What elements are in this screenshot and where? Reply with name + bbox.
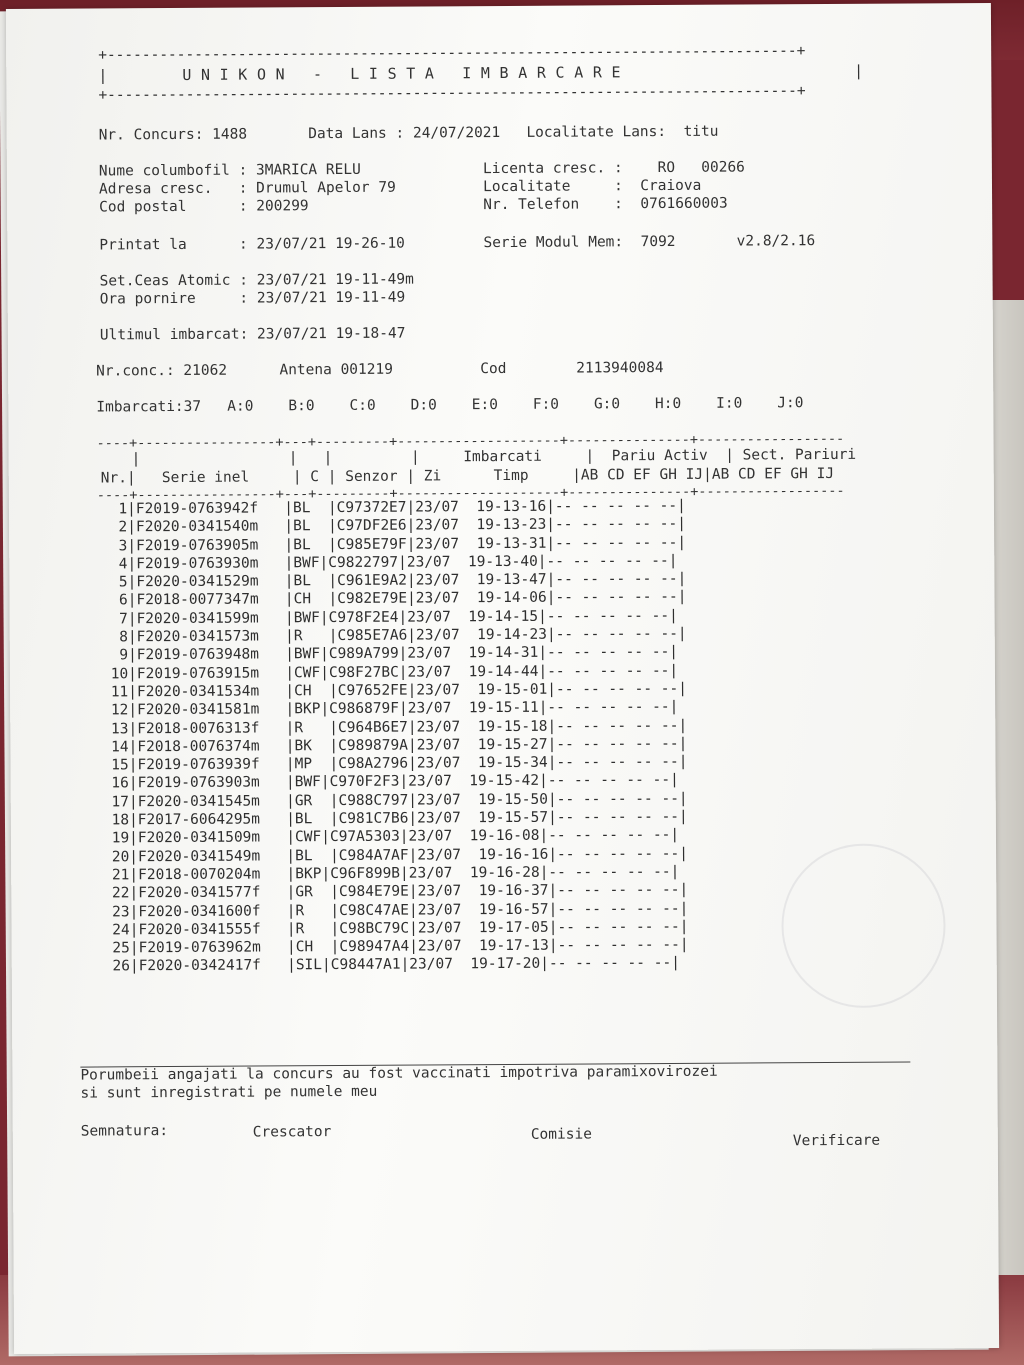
crescator-label: Crescator (252, 1124, 332, 1141)
table-header-row-1: | | | | Imbarcati | Pariu Activ | Sect. Pariuri (96, 446, 857, 468)
verificare-label: Verificare (792, 1132, 881, 1150)
cod-postal-line: Cod postal : 200299 Nr. Telefon : 0761660003 (99, 195, 728, 216)
document-page (6, 3, 999, 1354)
table-row: 6|F2018-0077347m |CH |C982E79E|23/07 19-14-06|-- -- -- -- --| (101, 589, 687, 609)
table-row: 26|F2020-0342417f |SIL|C98447A1|23/07 19-17-20|-- -- -- -- --| (103, 955, 680, 975)
table-row: 9|F2019-0763948m |BWF|C989A799|23/07 19-14-31|-- -- -- -- --| (101, 644, 679, 664)
table-row: 22|F2020-0341577f |GR |C984E79E|23/07 19-16-37|-- -- -- -- --| (103, 882, 689, 902)
boarding-table-body (101, 497, 689, 976)
faint-stamp (781, 843, 946, 1008)
table-row: 10|F2019-0763915m |CWF|C98F27BC|23/07 19-14-44|-- -- -- -- --| (101, 662, 679, 683)
table-row: 15|F2019-0763939f |MP |C98A2796|23/07 19-15-34|-- -- -- -- --| (102, 754, 688, 774)
table-row: 24|F2020-0341555f |R |C98BC79C|23/07 19-17-05|-- -- -- -- --| (103, 918, 689, 939)
header-border-bottom: +-------------------------------------------------------------------------------+ (98, 83, 806, 104)
table-row: 12|F2020-0341581m |BKP|C986879F|23/07 19-15-11|-- -- -- -- --| (102, 699, 679, 719)
table-row: 3|F2019-0763905m |BL |C985E79F|23/07 19-13-31|-- -- -- -- --| (101, 534, 687, 555)
table-separator-top: ----+-----------------+---+---------+--------------------+---------------+------------------ (96, 430, 845, 452)
ora-pornire-line: Ora pornire : 23/07/21 19-11-49 (99, 289, 406, 308)
table-row: 14|F2018-0076374m |BK |C989879A|23/07 19-15-27|-- -- -- -- --| (102, 735, 688, 756)
table-row: 18|F2017-6064295m |BL |C981C7B6|23/07 19-15-57|-- -- -- -- --| (102, 808, 688, 829)
table-separator-mid: ----+-----------------+---+---------+--------------------+---------------+------------------ (96, 482, 845, 504)
table-header-row-2: Nr.| Serie inel | C | Senzor | Zi Timp |AB CD EF GH IJ|AB CD EF GH IJ (100, 465, 835, 487)
table-row: 17|F2020-0341545m |GR |C988C797|23/07 19-15-50|-- -- -- -- --| (102, 790, 688, 811)
table-row: 2|F2020-0341540m |BL |C97DF2E6|23/07 19-13-23|-- -- -- -- --| (101, 516, 687, 536)
table-row: 8|F2020-0341573m |R |C985E7A6|23/07 19-14-23|-- -- -- -- --| (101, 625, 687, 646)
document-title: | U N I K O N - L I S T A I M B A R C A R E | (98, 61, 864, 85)
table-row: 16|F2019-0763903m |BWF|C970F2F3|23/07 19-15-42|-- -- -- -- --| (102, 772, 679, 792)
adresa-line: Adresa cresc. : Drumul Apelor 79 Localitate : Craiova (98, 177, 702, 198)
table-row: 4|F2019-0763930m |BWF|C9822797|23/07 19-13-40|-- -- -- -- --| (101, 552, 678, 573)
declaration-line-2: si sunt inregistrati pe numele meu (80, 1083, 378, 1102)
table-row: 5|F2020-0341529m |BL |C961E9A2|23/07 19-13-47|-- -- -- -- --| (101, 571, 687, 591)
columbofil-line: Nume columbofil : 3MARICA RELU Licenta cresc. : RO 00266 (98, 159, 745, 180)
table-row: 21|F2018-0070204m |BKP|C96F899B|23/07 19-16-28|-- -- -- -- --| (103, 863, 680, 884)
printat-line: Printat la : 23/07/21 19-26-10 Serie Modul Mem: 7092 v2.8/2.16 (99, 233, 816, 254)
table-row: 19|F2020-0341509m |CWF|C97A5303|23/07 19-16-08|-- -- -- -- --| (102, 827, 680, 847)
nr-conc-line: Nr.conc.: 21062 Antena 001219 Cod 2113940084 (96, 360, 664, 380)
declaration-line-1: Porumbeii angajati la concurs au fost vaccinati impotriva paramixovirozei (80, 1063, 718, 1084)
table-row: 13|F2018-0076313f |R |C964B6E7|23/07 19-15-18|-- -- -- -- --| (102, 717, 688, 738)
header-border-top: +-------------------------------------------------------------------------------+ (98, 43, 806, 64)
imbarcati-summary-line: Imbarcati:37 A:0 B:0 C:0 D:0 E:0 F:0 G:0 H:0 I:0 J:0 (96, 395, 804, 416)
table-row: 1|F2019-0763942f |BL |C97372E7|23/07 19-13-16|-- -- -- -- --| (100, 497, 686, 518)
ultimul-imbarcat-line: Ultimul imbarcat: 23/07/21 19-18-47 (99, 325, 406, 344)
table-row: 20|F2020-0341549m |BL |C984A7AF|23/07 19-16-16|-- -- -- -- --| (103, 845, 689, 866)
set-ceas-line: Set.Ceas Atomic : 23/07/21 19-11-49m (99, 271, 414, 290)
semnatura-label: Semnatura: (80, 1123, 169, 1140)
table-row: 23|F2020-0341600f |R |C98C47AE|23/07 19-16-57|-- -- -- -- --| (103, 900, 689, 920)
comisie-label: Comisie (530, 1126, 592, 1143)
table-row: 11|F2020-0341534m |CH |C97652FE|23/07 19-15-01|-- -- -- -- --| (102, 680, 688, 701)
table-row: 25|F2019-0763962m |CH |C98947A4|23/07 19-17-13|-- -- -- -- --| (103, 936, 689, 957)
concurs-line: Nr. Concurs: 1488 Data Lans : 24/07/2021 Localitate Lans: titu (98, 123, 719, 144)
table-row: 7|F2020-0341599m |BWF|C978F2E4|23/07 19-14-15|-- -- -- -- --| (101, 607, 678, 628)
